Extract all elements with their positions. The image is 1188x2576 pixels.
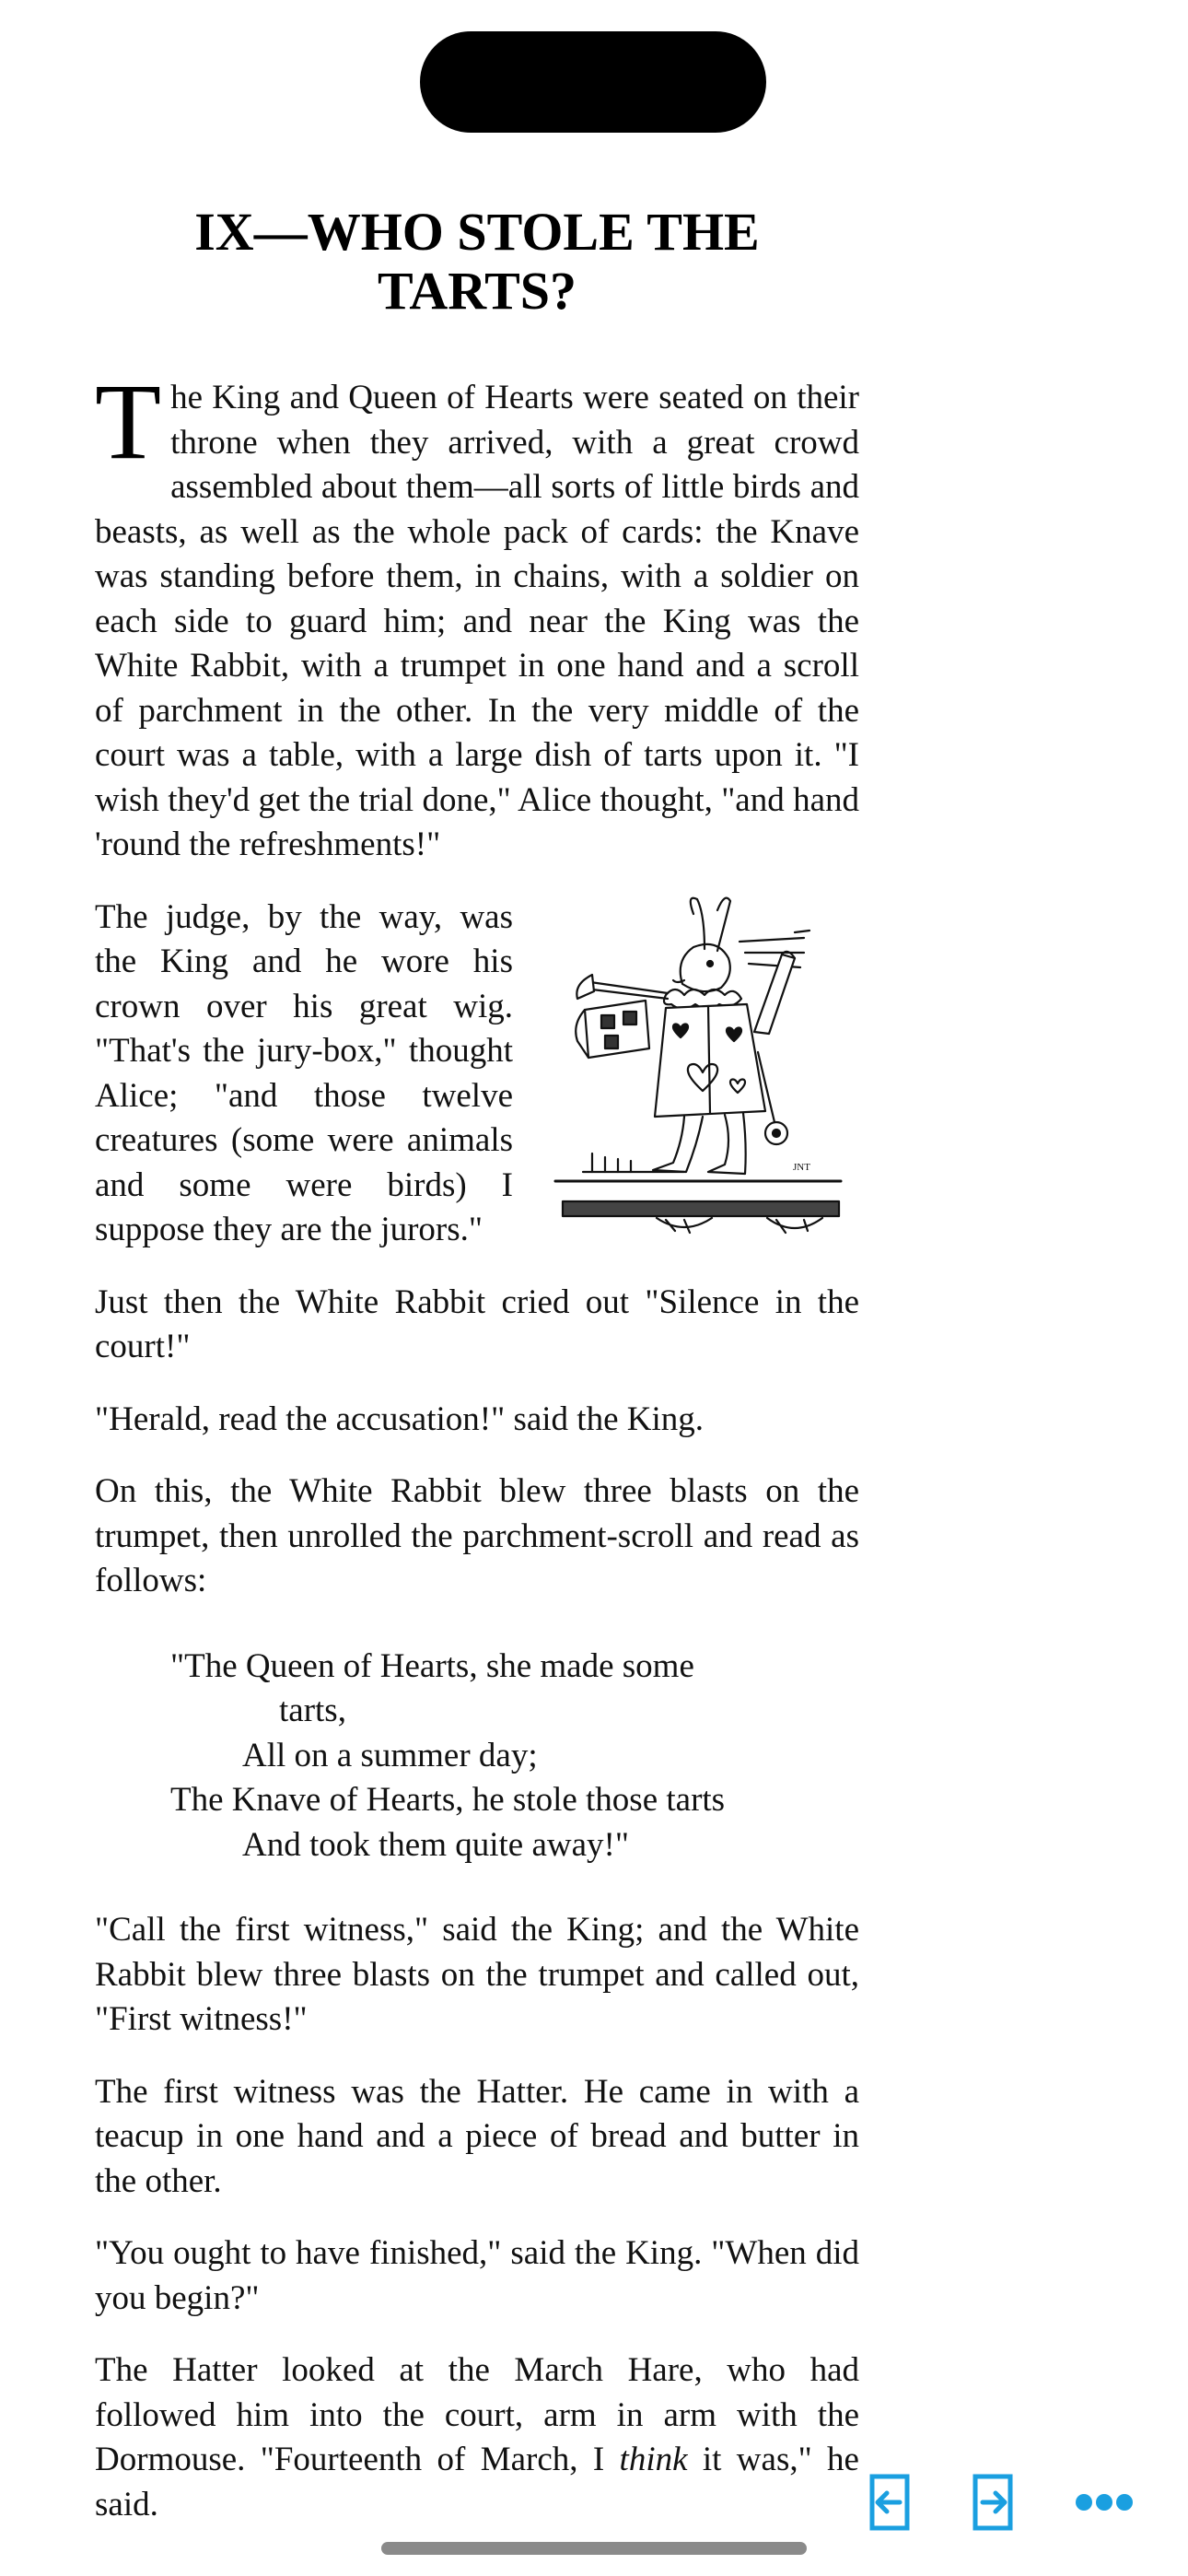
- paragraph-4: "Herald, read the accusation!" said the King.: [95, 1399, 705, 1438]
- paragraph-2: The judge, by the way, was the King and he wore his crown over his great wig. "That's the jury-box," thought Alice; "and those twelve creatures (some were animals and some were birds) I suppose they are the jurors.": [95, 897, 513, 1248]
- next-chapter-button[interactable]: [965, 2473, 1020, 2532]
- dynamic-island: [420, 31, 766, 133]
- paragraph-5: On this, the White Rabbit blew three blasts on the trumpet, then unrolled the parchment-scroll and read as follows:: [95, 1472, 859, 1599]
- paragraph-8: "You ought to have finished," said the King. "When did you begin?": [95, 2234, 859, 2317]
- paragraph-1: [95, 361, 859, 868]
- verse-line-5: And took them quite away!": [242, 1825, 629, 1864]
- more-options-icon: [1075, 2491, 1134, 2513]
- paragraph-9: [95, 2348, 859, 2527]
- paragraph-3: Just then the White Rabbit cried out "Silence in the court!": [95, 1282, 859, 1365]
- white-rabbit-herald-illustration: [528, 896, 859, 1246]
- paragraph-6: "Call the first witness," said the King; and the White Rabbit blew three blasts on the trumpet and called out, "First witness!": [95, 1911, 859, 2038]
- more-options-button[interactable]: [1074, 2473, 1135, 2532]
- verse-line-4: The Knave of Hearts, he stole those tarts: [170, 1781, 726, 1819]
- previous-chapter-icon: [868, 2473, 911, 2532]
- verse-line-2: tarts,: [279, 1692, 346, 1729]
- previous-chapter-button[interactable]: [862, 2473, 917, 2532]
- paragraph-7: The first witness was the Hatter. He came in with a teacup in one hand and a piece of bread and butter in the other.: [95, 2072, 859, 2200]
- paragraph-9-italic: think: [619, 2441, 688, 2478]
- verse-line-1: "The Queen of Hearts, she made some: [170, 1646, 694, 1685]
- illustration-signature: JNT: [793, 1161, 810, 1173]
- paragraph-9-text-a: The Hatter looked at the March Hare, who had followed him into the court, arm in arm with the Dormouse. "Fourteenth of March, I: [95, 2351, 859, 2478]
- paragraph-1-text: he King and Queen of Hearts were seated on their throne when they arrived, with a great crowd assembled about them—all sorts of little birds and beasts, as well as the whole pack of cards: the Knave was standing before them, in chains, with a soldier on each side to guard him; and near the King was the White Rabbit, with a trumpet in one hand and a scroll of parchment in the other. In the very middle of the court was a table, with a large dish of tarts upon it. "I wish they'd get the trial done," Alice thought, "and hand 'round the refreshments!": [95, 379, 859, 863]
- verse-line-3: All on a summer day;: [242, 1736, 538, 1774]
- chapter-title: IX—WHO STOLE THE TARTS?: [194, 202, 760, 321]
- verse-block: [170, 1645, 859, 1868]
- next-chapter-icon: [972, 2473, 1014, 2532]
- home-indicator[interactable]: [381, 2542, 807, 2555]
- reading-page[interactable]: [95, 202, 859, 2523]
- paragraph-9-text-b: it was," he said.: [95, 2441, 859, 2523]
- drop-cap: T: [95, 361, 162, 482]
